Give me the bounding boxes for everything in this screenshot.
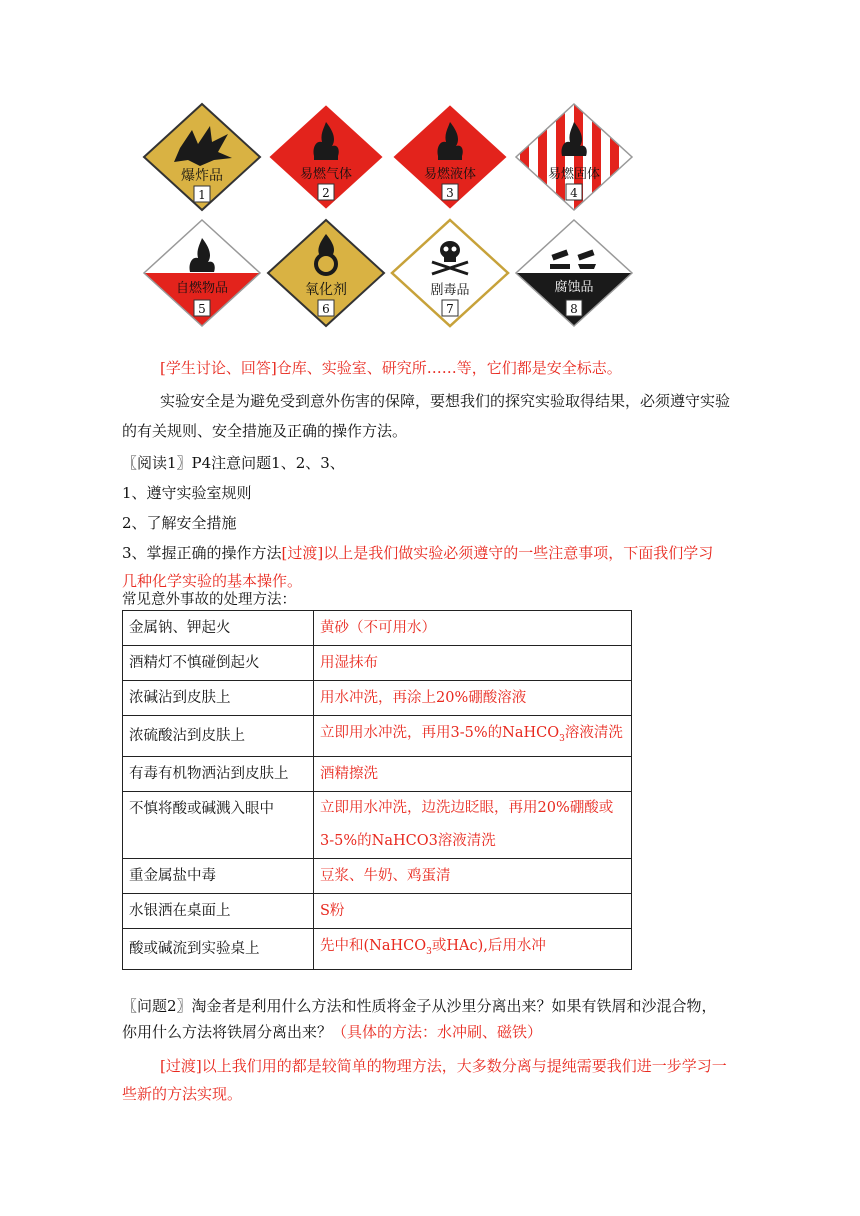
accident-cell: 水银洒在桌面上	[123, 893, 314, 928]
table-row	[123, 858, 632, 893]
method-cell	[314, 928, 632, 969]
hazard-sign-toxic	[388, 216, 512, 330]
sign-number: 1	[198, 188, 206, 202]
method-cell: 豆浆、牛奶、鸡蛋清	[314, 858, 632, 893]
hazard-sign-corrosive	[512, 216, 636, 330]
list-item-2: 2、了解安全措施	[122, 514, 237, 532]
table-row	[123, 646, 632, 681]
hazard-sign-flammable-gas	[264, 100, 388, 214]
sign-label: 腐蚀品	[554, 280, 594, 295]
method-cell: 用湿抹布	[314, 646, 632, 681]
sign-number: 4	[570, 186, 578, 200]
transition-2-line1: [过渡]以上我们用的都是较简单的物理方法，大多数分离与提纯需要我们进一步学习一	[160, 1057, 727, 1075]
table-row	[123, 893, 632, 928]
transition-text-line2: 几种化学实验的基本操作。	[122, 572, 303, 590]
hazard-sign-flammable-solid	[512, 100, 636, 214]
list-item-3-text: 3、掌握正确的操作方法	[122, 544, 282, 562]
question-2-text: 你用什么方法将铁屑分离出来？	[122, 1023, 333, 1041]
accident-cell: 浓硫酸沾到皮肤上	[123, 716, 314, 757]
answer-text: （具体的方法：水冲刷、磁铁）	[332, 1023, 543, 1041]
accident-handling-table	[122, 610, 632, 970]
list-item-1: 1、遵守实验室规则	[122, 484, 252, 502]
table-row	[123, 928, 632, 969]
method-cell	[314, 791, 632, 858]
sign-label: 自燃物品	[175, 281, 229, 296]
safety-para-line2: 的有关规则、安全措施及正确的操作方法。	[122, 422, 408, 440]
sign-label: 易燃液体	[423, 167, 477, 182]
hazard-sign-grid	[140, 100, 660, 330]
accident-cell: 酸或碱流到实验桌上	[123, 928, 314, 969]
method-cell: 用水冲洗，再涂上20%硼酸溶液	[314, 681, 632, 716]
list-item-3	[122, 541, 713, 565]
table-row	[123, 611, 632, 646]
method-text: 立即用水冲洗，再用3-5%的NaHCO	[320, 725, 560, 741]
sign-number: 8	[570, 302, 578, 316]
sign-number: 3	[446, 186, 454, 200]
hazard-sign-spontaneous	[140, 216, 264, 330]
sign-label: 剧毒品	[430, 283, 470, 298]
student-discussion-para: [学生讨论、回答]仓库、实验室、研究所……等，它们都是安全标志。	[160, 359, 622, 377]
method-line-2: 3-5%的NaHCO3溶液清洗	[320, 832, 496, 849]
method-text: 或HAc),后用水冲	[431, 937, 546, 954]
method-cell: 酒精擦洗	[314, 756, 632, 791]
sign-number: 7	[446, 302, 454, 316]
sign-label: 爆炸品	[181, 168, 223, 184]
method-cell: 黄砂（不可用水）	[314, 611, 632, 646]
transition-text: [过渡]以上是我们做实验必须遵守的一些注意事项，下面我们学习	[281, 544, 714, 562]
accident-cell: 有毒有机物洒沾到皮肤上	[123, 756, 314, 791]
sign-label: 氧化剂	[305, 282, 347, 298]
subscript: 3	[559, 733, 565, 744]
subscript: 3	[426, 946, 432, 957]
method-text: 先中和(NaHCO	[320, 937, 427, 954]
table-row	[123, 681, 632, 716]
reading-1-heading: 〖阅读1〗P4注意问题1、2、3、	[122, 454, 345, 472]
table-row	[123, 756, 632, 791]
safety-para-line1: 实验安全是为避免受到意外伤害的保障，要想我们的探究实验取得结果，必须遵守实验	[160, 392, 731, 410]
question-2-line2	[122, 1020, 542, 1044]
table-row	[123, 791, 632, 858]
method-cell: S粉	[314, 893, 632, 928]
sign-number: 5	[198, 302, 206, 316]
method-text: 溶液清洗	[564, 725, 623, 741]
question-2-line1: 〖问题2〗淘金者是利用什么方法和性质将金子从沙里分离出来？如果有铁屑和沙混合物，	[122, 997, 717, 1015]
hazard-sign-oxidizer	[264, 216, 388, 330]
sign-label: 易燃气体	[299, 167, 353, 182]
table-row	[123, 716, 632, 757]
hazard-sign-flammable-liquid	[388, 100, 512, 214]
accident-cell: 浓碱沾到皮肤上	[123, 681, 314, 716]
accident-cell: 不慎将酸或碱溅入眼中	[123, 791, 314, 858]
accident-cell: 金属钠、钾起火	[123, 611, 314, 646]
method-cell	[314, 716, 632, 757]
accident-cell: 重金属盐中毒	[123, 858, 314, 893]
hazard-sign-explosive	[140, 100, 264, 214]
table-caption: 常见意外事故的处理方法：	[122, 592, 296, 608]
transition-2-line2: 些新的方法实现。	[122, 1085, 243, 1103]
method-line-1: 立即用水冲洗，边洗边眨眼，再用20%硼酸或	[320, 799, 614, 816]
accident-cell: 酒精灯不慎碰倒起火	[123, 646, 314, 681]
sign-number: 2	[322, 186, 330, 200]
sign-label: 易燃固体	[547, 167, 601, 182]
sign-number: 6	[322, 302, 330, 316]
